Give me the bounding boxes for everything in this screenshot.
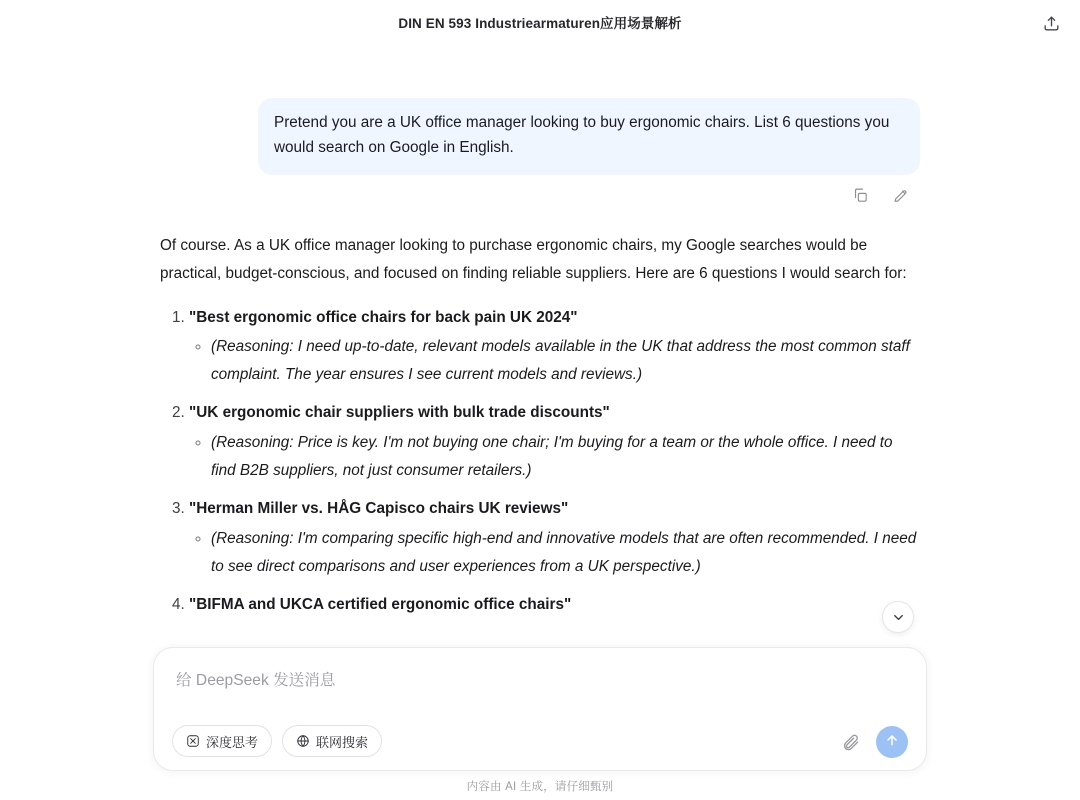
composer-right-controls bbox=[838, 726, 908, 758]
composer-box[interactable] bbox=[153, 647, 927, 771]
assistant-answer bbox=[160, 232, 920, 620]
reason-text: ◦ (Reasoning: I'm comparing specific high-end and innovative models that are often recommended. I need to see direct comparisons and user experiences from a UK perspective.) bbox=[211, 525, 920, 582]
question-text: "BIFMA and UKCA certified ergonomic office chairs" bbox=[189, 596, 572, 614]
reason-text: ◦ (Reasoning: I need up-to-date, relevant models available in the UK that address the most common staff complaint. The year ensures I see current models and reviews.) bbox=[211, 333, 920, 390]
user-message-row bbox=[160, 98, 920, 175]
deep-think-icon bbox=[186, 734, 200, 748]
user-message-bubble: Pretend you are a UK office manager looking to buy ergonomic chairs. List 6 questions you would search on Google in English. bbox=[258, 98, 920, 175]
conversation-title: DIN EN 593 Industriearmaturen应用场景解析 bbox=[398, 16, 682, 31]
globe-icon bbox=[296, 734, 310, 748]
share-icon[interactable] bbox=[1038, 10, 1064, 36]
send-button[interactable] bbox=[876, 726, 908, 758]
message-actions bbox=[160, 186, 920, 206]
message-input[interactable]: 给 DeepSeek 发送消息 bbox=[176, 672, 336, 689]
send-arrow-up-icon bbox=[884, 732, 900, 753]
search-question-list bbox=[160, 304, 920, 620]
app-header bbox=[0, 0, 1080, 44]
copy-icon[interactable] bbox=[850, 186, 870, 206]
question-text: "UK ergonomic chair suppliers with bulk trade discounts" bbox=[189, 404, 610, 422]
reason-list bbox=[189, 525, 920, 582]
composer-area bbox=[0, 647, 1080, 800]
reason-list bbox=[189, 333, 920, 390]
composer-tool-chips bbox=[172, 725, 382, 757]
edit-icon[interactable] bbox=[890, 186, 910, 206]
list-item bbox=[189, 304, 920, 390]
question-text: "Herman Miller vs. HÅG Capisco chairs UK reviews" bbox=[189, 500, 569, 518]
reason-list bbox=[189, 429, 920, 486]
assistant-intro: Of course. As a UK office manager looking to purchase ergonomic chairs, my Google searches would be practical, budget-conscious, and focused on finding reliable suppliers. Here are 6 questions I would search for: bbox=[160, 236, 907, 282]
web-search-button[interactable] bbox=[282, 725, 382, 757]
reason-text: ◦ (Reasoning: Price is key. I'm not buying one chair; I'm buying for a team or the whole office. I need to find B2B suppliers, not just consumer retailers.) bbox=[211, 429, 920, 486]
deep-think-button[interactable] bbox=[172, 725, 272, 757]
ai-disclaimer: 内容由 AI 生成，请仔细甄别 bbox=[466, 781, 614, 793]
list-item bbox=[189, 591, 920, 619]
paperclip-icon[interactable] bbox=[838, 730, 862, 754]
web-search-label: 联网搜索 bbox=[316, 734, 369, 750]
conversation-scroll-area[interactable] bbox=[0, 44, 1080, 656]
deep-think-label: 深度思考 bbox=[206, 734, 259, 750]
scroll-to-bottom-button[interactable] bbox=[882, 601, 914, 633]
list-item bbox=[189, 399, 920, 485]
list-item bbox=[189, 495, 920, 581]
question-text: "Best ergonomic office chairs for back pain UK 2024" bbox=[189, 308, 578, 326]
